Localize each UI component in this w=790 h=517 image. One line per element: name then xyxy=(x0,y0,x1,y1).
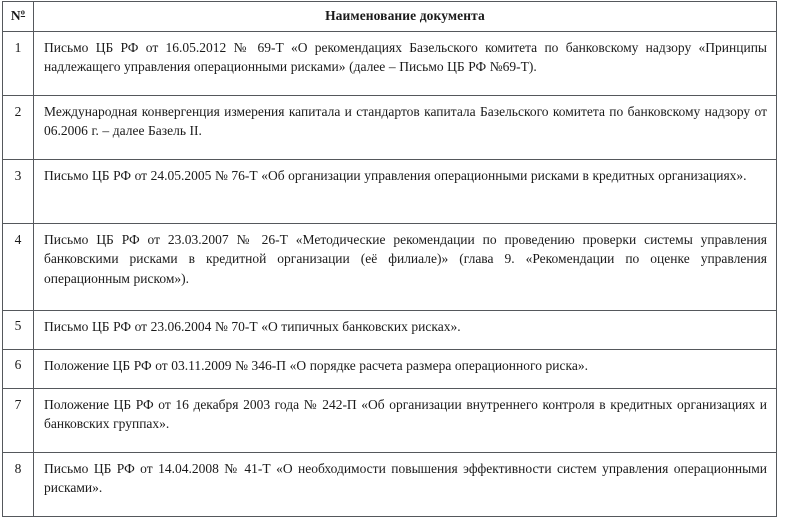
row-number: 8 xyxy=(3,452,34,516)
row-document-name: Письмо ЦБ РФ от 14.04.2008 № 41-Т «О необходимости повышения эффективности систем управления операционными рисками». xyxy=(34,452,777,516)
row-number: 2 xyxy=(3,95,34,159)
row-number: 1 xyxy=(3,31,34,95)
row-number: 3 xyxy=(3,159,34,223)
table-row xyxy=(3,159,777,223)
table-body xyxy=(3,31,777,516)
numero-sign: $N^о$ xyxy=(10,7,26,23)
table-header-row xyxy=(3,2,777,32)
row-document-name: Письмо ЦБ РФ от 23.03.2007 № 26-Т «Методические рекомендации по проведению проверки системы управления банковскими рисками в кредитной организации (её филиале)» (глава 9. «Рекомендации по оценке управления операционным риском»). xyxy=(34,223,777,310)
row-number: 5 xyxy=(3,310,34,349)
row-document-name: Международная конвергенция измерения капитала и стандартов капитала Базельского комитета по банковскому надзору от 06.2006 г. – далее Базель II. xyxy=(34,95,777,159)
table-header xyxy=(3,2,777,32)
table-row xyxy=(3,388,777,452)
documents-table xyxy=(2,1,777,517)
row-number: 6 xyxy=(3,349,34,388)
table-row xyxy=(3,223,777,310)
table-row xyxy=(3,349,777,388)
table-row xyxy=(3,310,777,349)
column-header-number xyxy=(3,2,34,32)
table-row xyxy=(3,31,777,95)
row-document-name: Письмо ЦБ РФ от 16.05.2012 № 69-Т «О рекомендациях Базельского комитета по банковскому надзору «Принципы надлежащего управления операционными рисками» (далее – Письмо ЦБ РФ №69-Т). xyxy=(34,31,777,95)
row-number: 7 xyxy=(3,388,34,452)
row-number: 4 xyxy=(3,223,34,310)
row-document-name: Письмо ЦБ РФ от 23.06.2004 № 70-Т «О типичных банковских рисках». xyxy=(34,310,777,349)
row-document-name: Положение ЦБ РФ от 16 декабря 2003 года № 242-П «Об организации внутреннего контроля в кредитных организациях и банковских группах». xyxy=(34,388,777,452)
column-header-name: Наименование документа xyxy=(34,2,777,32)
table-row xyxy=(3,95,777,159)
table-row xyxy=(3,452,777,516)
row-document-name: Письмо ЦБ РФ от 24.05.2005 № 76-Т «Об организации управления операционными рисками в кредитных организациях». xyxy=(34,159,777,223)
row-document-name: Положение ЦБ РФ от 03.11.2009 № 346-П «О порядке расчета размера операционного риска». xyxy=(34,349,777,388)
